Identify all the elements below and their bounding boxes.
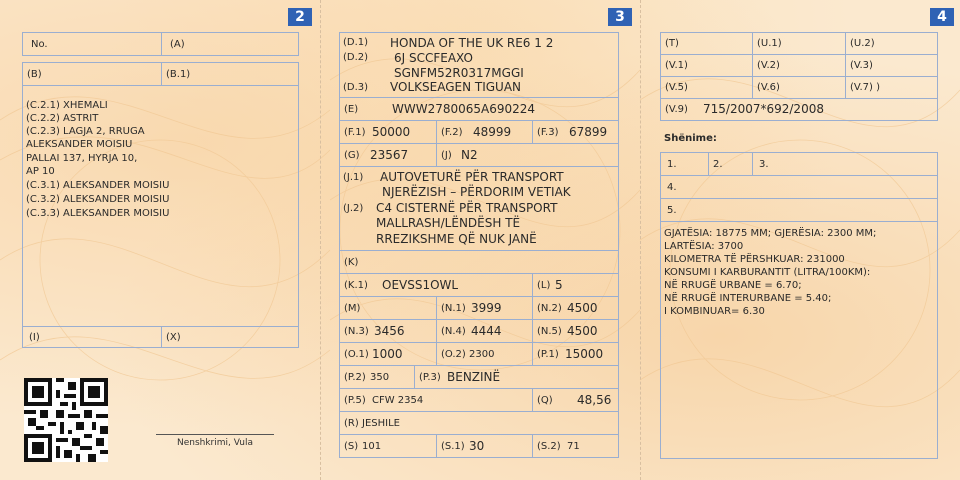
j2-line-1: C4 CISTERNË PËR TRANSPORT [376,201,558,215]
e-label: (E) [344,104,359,115]
qr-code [24,378,108,462]
v5-label: (V.5) [665,82,688,93]
d2-value-2: SGNFM52R0317MGGI [394,66,524,80]
no-label: No. [31,39,48,50]
u1-field [752,32,846,55]
n2-value: 4500 [567,301,598,315]
p1-field [532,342,619,366]
v2-field [752,54,846,77]
e-value: WWW2780065A690224 [392,102,536,116]
j-value: N2 [461,148,478,162]
v6-label: (V.6) [757,82,780,93]
l-field [532,273,619,297]
k-label: (K) [344,257,359,268]
holder-line: (C.2.1) XHEMALI [26,100,108,111]
u2-field [845,32,938,55]
k-field [339,250,619,274]
q-value: 48,56 [577,393,612,407]
p3-value: BENZINË [447,370,501,384]
b1-label: (B.1) [166,69,191,80]
r-field [339,411,619,435]
no-field [22,32,162,56]
l-label: (L) [537,280,551,291]
v6-field [752,76,846,99]
s1-field [436,434,533,458]
holder-line: (C.3.2) ALEKSANDER MOISIU [26,194,170,205]
d3-value: VOLKSEAGEN TIGUAN [390,80,522,94]
f1-label: (F.1) [344,127,366,138]
note-line: LARTËSIA: 3700 [664,241,744,252]
e-field [339,97,619,121]
v1-label: (V.1) [665,60,688,71]
s1-label: (S.1) [441,441,465,452]
page-fold-2 [640,0,641,480]
f3-field [532,120,619,144]
holder-line: (C.3.1) ALEKSANDER MOISIU [26,180,170,191]
p1-label: (P.1) [537,349,559,360]
q-label: (Q) [537,395,553,406]
p3-field [414,365,619,389]
n5-field [532,319,619,343]
a-label: (A) [170,39,185,50]
d1-value: HONDA OF THE UK RE6 1 2 [390,36,554,50]
j2-label: (J.2) [343,203,364,214]
holder-line: (C.2.3) LAGJA 2, RRUGA [26,126,145,137]
j1-label: (J.1) [343,172,364,183]
note-5-field [660,198,938,222]
o1-label: (O.1) [344,349,369,360]
d3-label: (D.3) [343,82,369,93]
s-label: (S) [344,441,359,452]
p2-label: (P.2) [344,372,366,383]
n5-value: 4500 [567,324,598,338]
note-line: GJATËSIA: 18775 MM; GJERËSIA: 2300 MM; [664,228,877,239]
k1-value: OEVSS1OWL [382,278,459,292]
o2-field [436,342,533,366]
b-label: (B) [27,69,42,80]
v2-label: (V.2) [757,60,780,71]
f1-field [339,120,437,144]
holder-line: (C.2.2) ASTRIT [26,113,99,124]
note-line: KONSUMI I KARBURANTIT (LITRA/100KM): [664,267,871,278]
holder-line: PALLAI 137, HYRJA 10, [26,153,138,164]
q-field [532,388,619,412]
m-label: (M) [344,303,361,314]
j2-line-3: RREZIKSHME QË NUK JANË [376,232,537,246]
s1-value: 30 [469,439,485,453]
holder-line: (C.3.3) ALEKSANDER MOISIU [26,208,170,219]
note-2-field [708,152,753,176]
f3-value: 67899 [569,125,608,139]
j-field [436,143,619,167]
n3-label: (N.3) [344,326,369,337]
v9-field [660,98,938,121]
v7-label: (V.7) ) [850,82,880,93]
note-line: KILOMETRA TË PËRSHKUAR: 231000 [664,254,845,265]
note-1-label: 1. [667,159,677,170]
j2-line-2: MALLRASH/LËNDËSH TË [376,216,521,230]
page-number-4: 4 [930,8,954,26]
s2-value: 71 [567,441,580,452]
note-5-label: 5. [667,205,677,216]
x-label: (X) [166,332,181,343]
n1-value: 3999 [471,301,502,315]
x-field [161,326,299,348]
v9-value: 715/2007*692/2008 [703,102,824,116]
n3-field [339,319,437,343]
i-field [22,326,162,348]
n5-label: (N.5) [537,326,562,337]
v5-field [660,76,753,99]
note-4-label: 4. [667,182,677,193]
g-label: (G) [344,150,360,161]
p3-label: (P.3) [419,372,441,383]
t-field [660,32,753,55]
page-fold-1 [320,0,321,480]
n4-label: (N.4) [441,326,466,337]
holder-line: ALEKSANDER MOISIU [26,139,133,150]
n2-field [532,296,619,320]
n2-label: (N.2) [537,303,562,314]
note-3-label: 3. [759,159,769,170]
p2-field [339,365,415,389]
o2-label: (O.2) [441,349,466,360]
page-number-3: 3 [608,8,632,26]
note-2-label: 2. [713,159,723,170]
g-value: 23567 [370,148,409,162]
n4-value: 4444 [471,324,502,338]
n3-value: 3456 [374,324,405,338]
p5-field [339,388,533,412]
b-field [22,62,162,86]
s-field [339,434,437,458]
f1-value: 50000 [372,125,411,139]
b1-field [161,62,299,86]
s2-label: (S.2) [537,441,561,452]
u2-label: (U.2) [850,38,875,49]
t-label: (T) [665,38,679,49]
note-line: NË RRUGË INTERURBANE = 5.40; [664,293,832,304]
v3-label: (V.3) [850,60,873,71]
i-label: (I) [29,332,40,343]
p5-value: CFW 2354 [372,395,424,406]
page-number-2: 2 [288,8,312,26]
signature-label: Nenshkrimi, Vula [176,438,254,448]
f3-label: (F.3) [537,127,559,138]
s-value: 101 [362,441,382,452]
s2-field [532,434,619,458]
m-field [339,296,437,320]
r-value: JESHILE [362,418,400,429]
p1-value: 15000 [565,347,604,361]
n1-field [436,296,533,320]
note-3-field [752,152,938,176]
k1-field [339,273,533,297]
j-label: (J) [441,150,452,161]
f2-field [436,120,533,144]
n4-field [436,319,533,343]
u1-label: (U.1) [757,38,782,49]
f2-label: (F.2) [441,127,463,138]
v9-label: (V.9) [665,104,688,115]
k1-label: (K.1) [344,280,368,291]
o1-value: 1000 [372,347,403,361]
n1-label: (N.1) [441,303,466,314]
d1-label: (D.1) [343,37,369,48]
notes-title: Shënime: [664,133,717,144]
l-value: 5 [555,278,563,292]
f2-value: 48999 [473,125,512,139]
d2-label: (D.2) [343,52,369,63]
g-field [339,143,437,167]
j1-line-2: NJERËZISH – PËRDORIM VETIAK [382,185,571,199]
p2-value: 350 [370,372,390,383]
o2-value: 2300 [469,349,495,360]
j1-line-1: AUTOVETURË PËR TRANSPORT [380,170,564,184]
note-4-field [660,175,938,199]
d2-value-1: 6J SCCFEAXO [394,51,473,65]
v1-field [660,54,753,77]
v3-field [845,54,938,77]
p5-label: (P.5) [344,395,366,406]
note-line: I KOMBINUAR= 6.30 [664,306,765,317]
note-1-field [660,152,709,176]
holder-line: AP 10 [26,166,55,177]
v7-field [845,76,938,99]
r-label: (R) [344,418,359,429]
note-line: NË RRUGË URBANE = 6.70; [664,280,802,291]
a-field [161,32,299,56]
o1-field [339,342,437,366]
signature-line [156,434,274,435]
